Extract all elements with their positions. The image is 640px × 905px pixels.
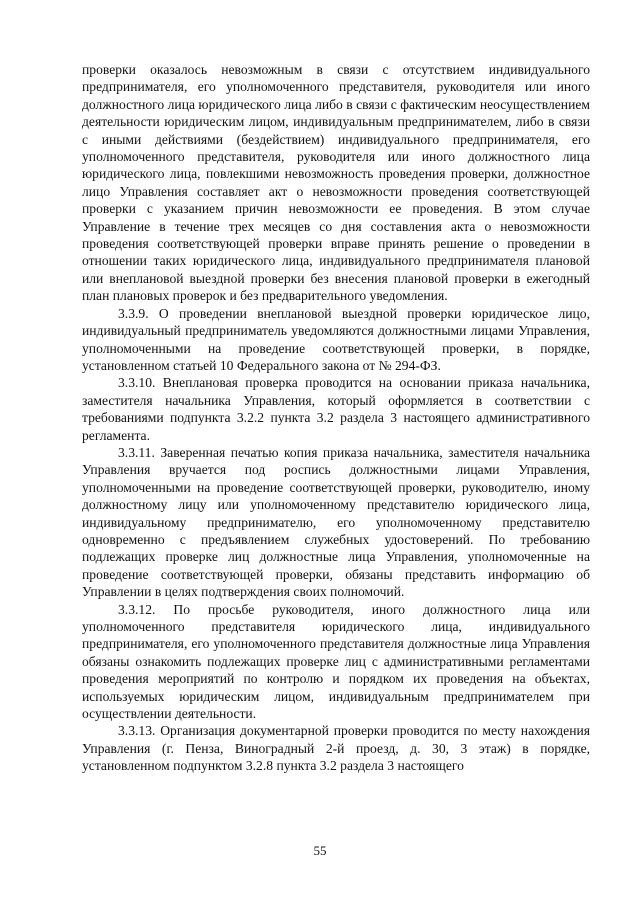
paragraph-3-3-9: 3.3.9. О проведении внеплановой выездной проверки юридическое лицо, индивидуальный предприниматель уведомляются должностными лицами Управления, уполномоченными на проведение соответствующей проверки, в порядке, установленном статьей 10 Федерального закона от № 294-ФЗ. (82, 305, 590, 373)
paragraph-3-3-11: 3.3.11. Заверенная печатью копия приказа начальника, заместителя начальника Управления вручается под роспись должностными лицами Управления, уполномоченными на проведение соответствующей проверки, руководителю, иному должностному лицу или уполномоченному представителю юридического лица, индивидуальному предпринимателю, его уполномоченному представителю одновременно с предъявлением служебных удостоверений. По требованию подлежащих проверке лиц должностные лица Управления, уполномоченные на проведение соответствующей проверки, обязаны представить информацию об Управлении в целях подтверждения своих полномочий. (82, 444, 590, 600)
paragraph-continuation: проверки оказалось невозможным в связи с отсутствием индивидуального предпринимателя, его уполномоченного представителя, руководителя или иного должностного лица юридического лица либо в связи с фактическим неосуществлением деятельности юридическим лицом, индивидуальным предпринимателем, либо в связи с иными действиями (бездействием) индивидуального предпринимателя, его уполномоченного представителя, руководителя или иного должностного лица юридического лица, повлекшими невозможность проведения проверки, должностное лицо Управления составляет акт о невозможности проведения соответствующей проверки с указанием причин невозможности ее проведения. В этом случае Управление в течение трех месяцев со дня составления акта о невозможности проведения соответствующей проверки вправе принять решение о проведении в отношении таких юридического лица, индивидуального предпринимателя плановой или внеплановой выездной проверки без внесения плановой проверки в ежегодный план плановых проверок и без предварительного уведомления. (82, 62, 590, 304)
document-body (82, 61, 590, 775)
paragraph-3-3-10: 3.3.10. Внеплановая проверка проводится на основании приказа начальника, заместителя начальника Управления, который оформляется в соответствии с требованиями подпункта 3.2.2 пункта 3.2 раздела 3 настоящего административного регламента. (82, 375, 590, 443)
page-number: 55 (313, 843, 327, 858)
paragraph-3-3-12: 3.3.12. По просьбе руководителя, иного должностного лица или уполномоченного представителя юридического лица, индивидуального предпринимателя, его уполномоченного представителя должностные лица Управления обязаны ознакомить подлежащих проверке лиц с административными регламентами проведения мероприятий по контролю и порядком их проведения на объектах, используемых юридическим лицом, индивидуальным предпринимателем при осуществлении деятельности. (82, 601, 590, 722)
paragraph-3-3-13: 3.3.13. Организация документарной проверки проводится по месту нахождения Управления (г. Пенза, Виноградный 2-й проезд, д. 30, 3 этаж) в порядке, установленном подпунктом 3.2.8 пункта 3.2 раздела 3 настоящего (82, 723, 590, 774)
